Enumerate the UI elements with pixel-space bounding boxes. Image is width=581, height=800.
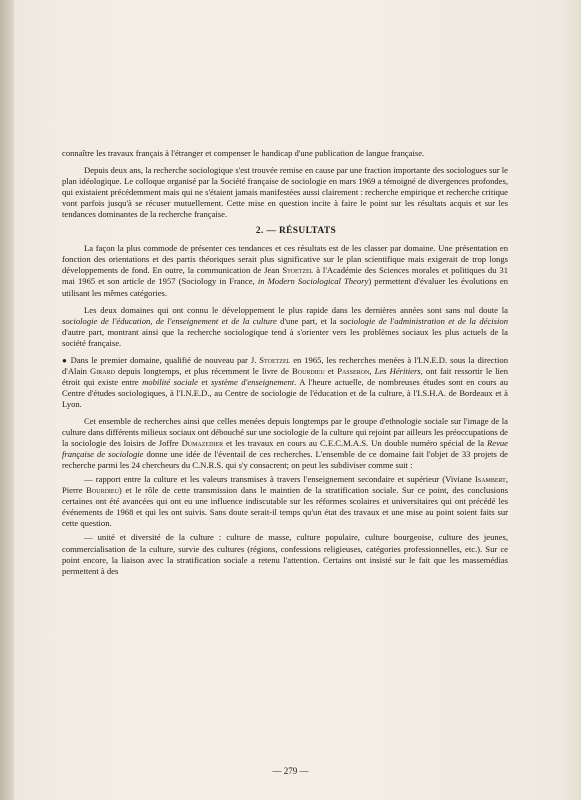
author-name: Stoetzel	[282, 265, 314, 276]
body-text	[62, 148, 508, 580]
page-binding-edge	[0, 0, 14, 800]
paragraph-2: Depuis deux ans, la recherche sociologique s'est trouvée remise en cause par une fraction importante des sociologues sur le plan idéologique. Le colloque organisé par la Société française de sociologie en mars 1969 a témoigné de divergences profondes, qui existaient précédemment mais qui ne s'étaient jamais manifestées aussi clairement : recherche empirique et recherche critique vont parfois jusqu'à se récuser mutuellement. Cette mise en question incite à faire le point sur les résultats acquis et sur les tendances dominantes de la recherche française.	[62, 165, 508, 220]
bullet-icon: ●	[62, 355, 68, 365]
list-item-1: — rapport entre la culture et les valeurs transmises à travers l'enseignement secondaire et supérieur (Viviane Isambert, Pierre Bourdieu) et le rôle de cette transmission dans le maintien de la stratification sociale. Sur ce point, des conclusions certaines ont été avancées qui ont eu une influence indiscutable sur les réformes scolaires et universitaires qui ont précédé les événements de 1968 et qui les ont suivis. Sans doute serait-il temps qu'un état des travaux et une mise au point soient faits sur cette question.	[62, 474, 509, 529]
page-number: — 279 —	[272, 766, 309, 776]
paragraph-6: Cet ensemble de recherches ainsi que celles menées depuis longtemps par le groupe d'ethnologie sociale sur l'image de la culture dans différents milieux sociaux ont débouché sur une sociologie de la culture qui rejoint par ailleurs les préoccupations de la sociologie des loisirs de Joffre Dumazedier et les travaux en cours au C.E.C.M.A.S. Un double numéro spécial de la Revue française de sociologie donne une idée de l'éventail de ces recherches. L'ensemble de ce domaine fait l'objet de 33 projets de recherche parmi les 24 chercheurs du C.N.R.S. qui s'y consacrent; on peut les subdiviser comme suit :	[62, 415, 509, 471]
section-heading: 2. — RÉSULTATS	[255, 226, 337, 237]
paragraph-5: ● Dans le premier domaine, qualifié de nouveau par J. Stoetzel en 1965, les recherches menées à l'I.N.E.D. sous la direction d'Alain Girard depuis longtemps, et plus récemment le livre de Bourdieu et Passeron, Les Héritiers, ont fait ressortir le lien étroit qui existe entre mobilité sociale et système d'enseignement. A l'heure actuelle, de nombreuses études sont en cours au Centre d'études sociologiques, à l'I.N.E.D., au Centre de sociologie de l'éducation et de la culture, à l'I.S.H.A. de Bordeaux et à Lyon.	[62, 354, 509, 409]
list-item-2: — unité et diversité de la culture : culture de masse, culture populaire, culture bourgeoise, culture des jeunes, commercialisation de la culture, survie des cultures (régions, confessions religieuses, catégories professionnelles, etc.). Sur ce point encore, la liaison avec la stratification sociale a retenu l'attention. Certains ont insisté sur le fait que les massemédias permettent à des	[62, 532, 508, 576]
paragraph-1: connaître les travaux français à l'étranger et compenser le handicap d'une publication de langue française.	[62, 148, 425, 158]
paragraph-4: Les deux domaines qui ont connu le développement le plus rapide dans les dernières années sont sans nul doute la sociologie de l'éducation, de l'enseignement et de la culture d'une part, et la sociologie de l'administration et de la décision d'autre part, montrant ainsi que la recherche sociologique tend à s'orienter vers les problèmes sociaux les plus actuels de la société française.	[62, 304, 508, 348]
paragraph-3: La façon la plus commode de présenter ces tendances et ces résultats est de les classer par domaine. Une présentation en fonction des orientations et des partis théoriques serait plus significative sur le plan scientifique mais exigerait de trop longs développements de fond. En outre, la communication de Jean Stoetzel à l'Académie des Sciences morales et politiques du 31 mai 1965 et son article de 1957 (Sociology in France, in Modern Sociological Theory) permettent d'évaluer les évolutions en utilisant les mêmes catégories.	[62, 243, 508, 298]
